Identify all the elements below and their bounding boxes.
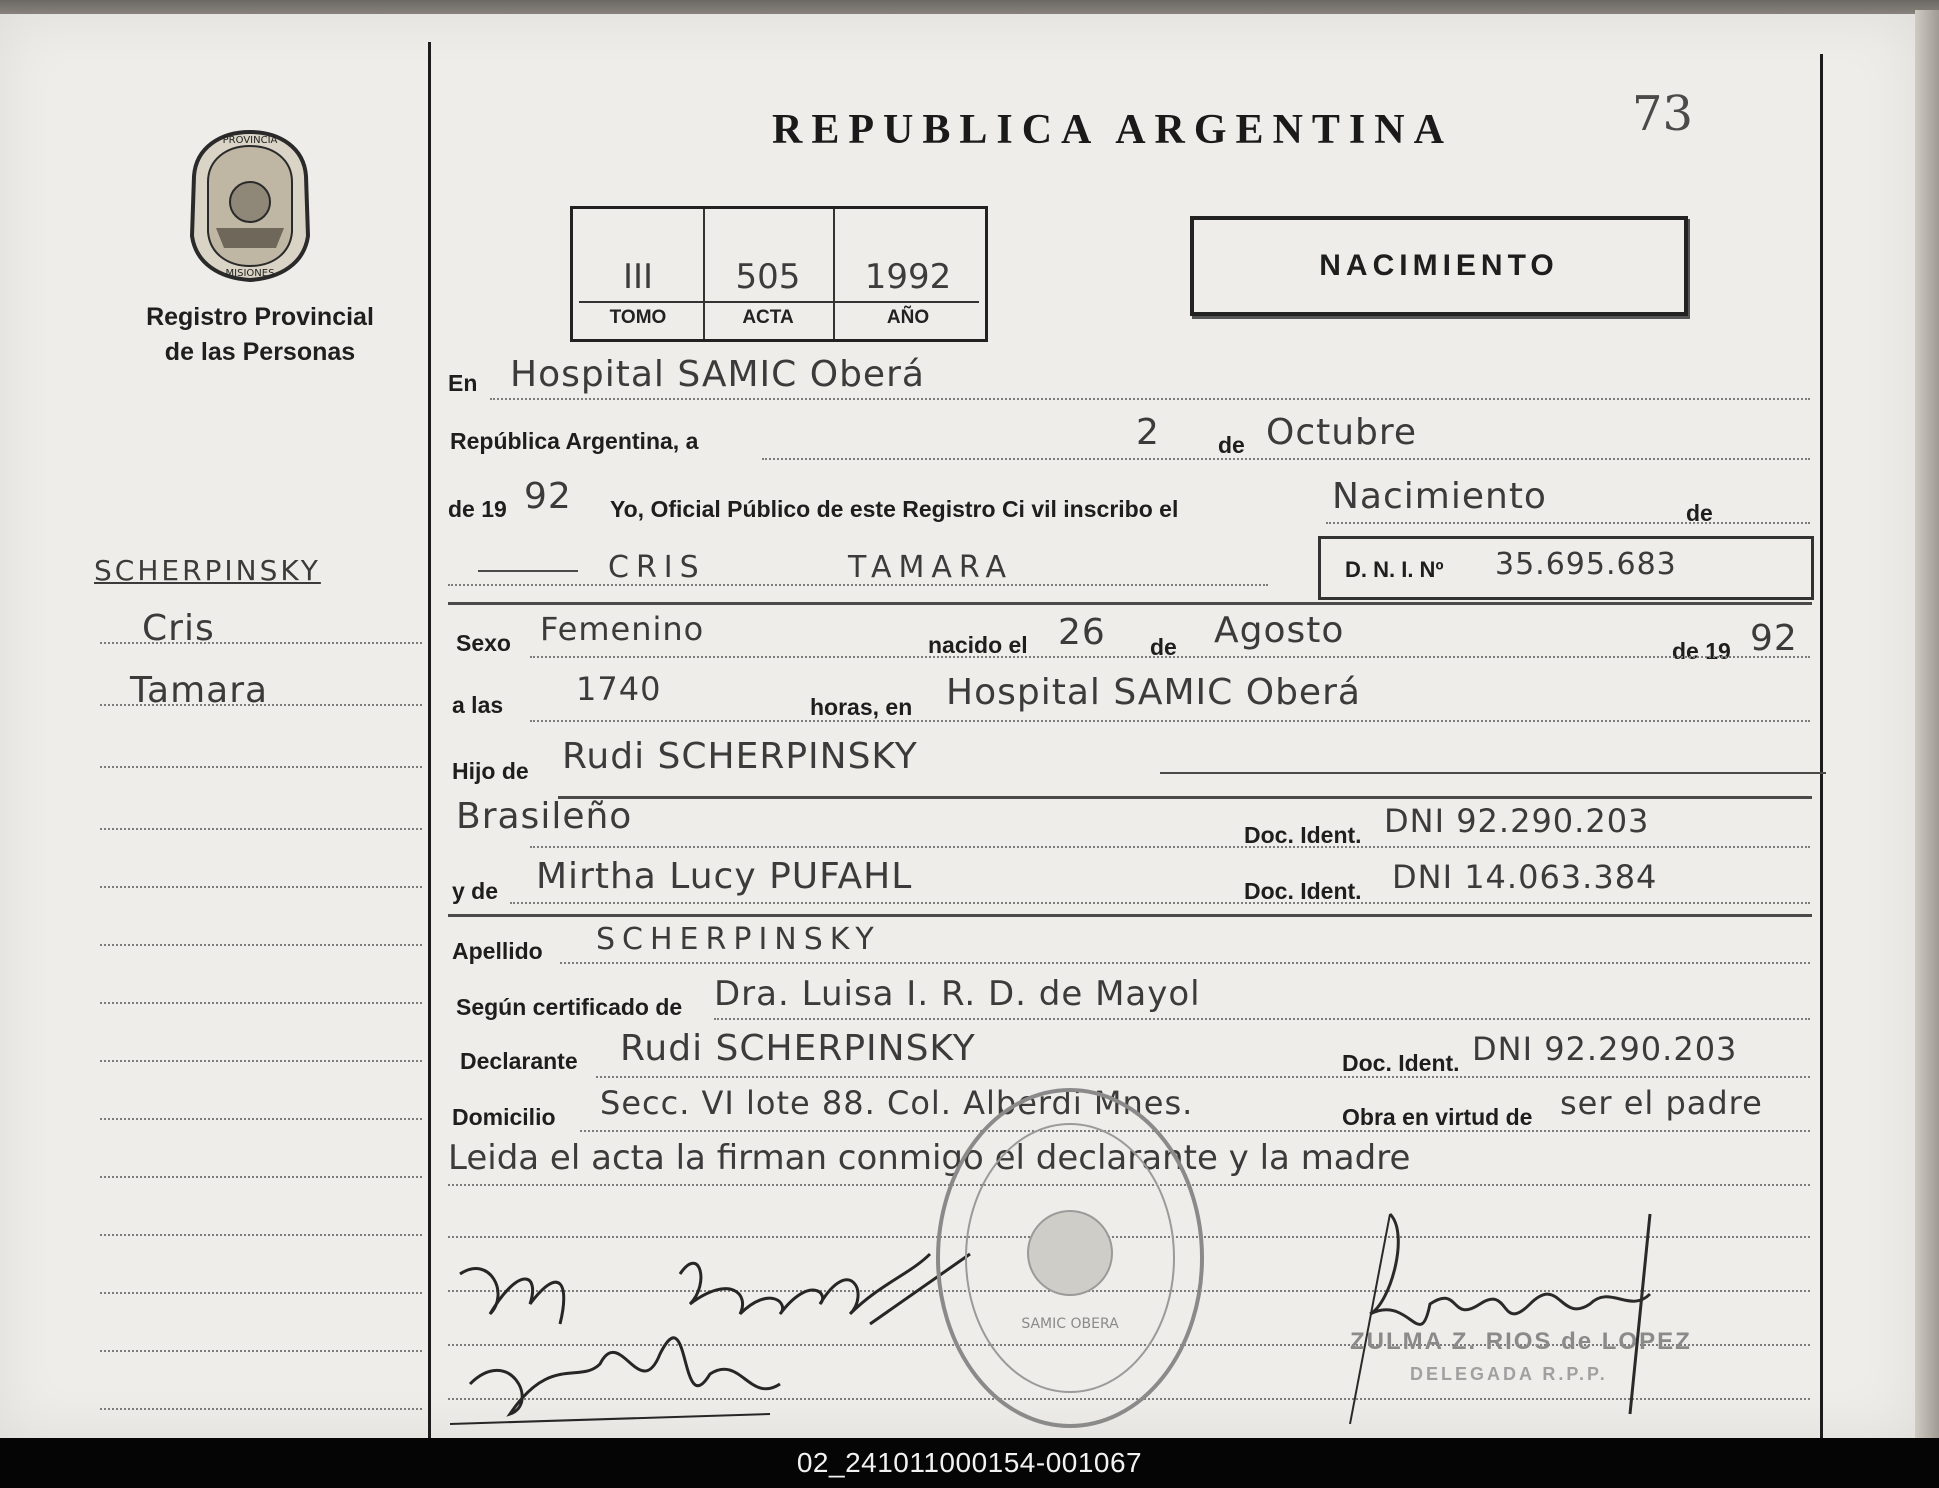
right-border-line (1820, 54, 1823, 1438)
domicilio-value: Secc. VI lote 88. Col. Alberdi Mnes. (600, 1084, 1194, 1122)
registry-name (110, 300, 410, 370)
margin-line (100, 1002, 422, 1004)
acta-cell (703, 209, 835, 339)
page-edge-shadow (1915, 10, 1939, 1440)
doc-ident-label-3: Doc. Ident. (1342, 1050, 1460, 1076)
certificate-page (0, 14, 1915, 1438)
alas-line (530, 720, 1810, 722)
padre-line (530, 846, 1810, 848)
obra-label: Obra en virtud de (1342, 1104, 1533, 1130)
de19-label: de 19 (448, 496, 507, 522)
margin-line (100, 704, 422, 706)
republica-label: República Argentina, a (450, 428, 699, 454)
record-number-box (570, 206, 988, 342)
margin-line (100, 886, 422, 888)
official-signature-icon (1330, 1194, 1750, 1434)
padre-rule (558, 796, 1812, 799)
margin-line (100, 1176, 422, 1178)
tomo-value: III (622, 257, 654, 297)
sexo-value: Femenino (540, 610, 705, 648)
sexo-label: Sexo (456, 630, 511, 656)
margin-line (100, 766, 422, 768)
hora-value: 1740 (576, 670, 662, 708)
inscribo-line (1326, 522, 1810, 524)
en-value: Hospital SAMIC Oberá (510, 354, 925, 395)
de19b-label: de 19 (1672, 638, 1731, 664)
padre-doc: DNI 92.290.203 (1384, 802, 1650, 840)
file-id-bar (0, 1438, 1939, 1488)
nac-day: 26 (1058, 612, 1106, 653)
apellido-value: SCHERPINSKY (596, 922, 881, 957)
tomo-label: TOMO (609, 307, 667, 328)
dni-value: 35.695.683 (1495, 547, 1677, 582)
madre-doc: DNI 14.063.384 (1392, 858, 1658, 896)
declarante-value: Rudi SCHERPINSKY (620, 1028, 976, 1069)
margin-name-2: Tamara (130, 670, 269, 711)
margin-surname: SCHERPINSKY (94, 554, 321, 587)
anio-value: 1992 (864, 257, 952, 297)
acta-value: 505 (735, 257, 801, 297)
yo-oficial-text: Yo, Oficial Público de este Registro Ci vil inscribo el (610, 496, 1179, 522)
hijo-line (1160, 772, 1826, 774)
margin-name-1: Cris (142, 608, 215, 649)
dni-label: D. N. I. Nº (1345, 557, 1444, 582)
lugar-value: Hospital SAMIC Oberá (946, 672, 1361, 713)
official-title-stamp: DELEGADA R.P.P. (1410, 1364, 1608, 1384)
hijo-label: Hijo de (452, 758, 529, 784)
acta-label: ACTA (742, 307, 794, 328)
padre-nationality: Brasileño (456, 796, 633, 837)
madre-value: Mirtha Lucy PUFAHL (536, 856, 913, 897)
apellido-label: Apellido (452, 938, 543, 964)
day-value: 2 (1136, 412, 1160, 453)
anio-cell (833, 209, 983, 339)
leida-text: Leida el acta la firman conmigo el declarante y la madre (448, 1138, 1411, 1178)
registry-line-1: Registro Provincial (146, 303, 374, 331)
alas-label: a las (452, 692, 504, 718)
left-column-divider (428, 42, 431, 1438)
fecha-line (762, 458, 1810, 460)
file-id: 02_241011000154-001067 (796, 1447, 1143, 1478)
apellido-line (560, 962, 1810, 964)
document-type: NACIMIENTO (1319, 249, 1559, 282)
nac-month: Agosto (1214, 610, 1345, 651)
sexo-line (530, 656, 1810, 658)
page-number: 73 (1632, 86, 1694, 142)
segun-value: Dra. Luisa I. R. D. de Mayol (714, 974, 1201, 1014)
margin-line (100, 642, 422, 644)
en-line (490, 398, 1810, 400)
seal-text-top: PROVINCIA (222, 135, 278, 146)
registry-line-2: de las Personas (164, 338, 356, 366)
document-type-box (1190, 216, 1688, 316)
nac-year: 92 (1750, 618, 1798, 659)
de-label-3: de (1150, 634, 1177, 660)
doc-ident-label-1: Doc. Ident. (1244, 822, 1362, 848)
obra-value: ser el padre (1560, 1084, 1763, 1122)
margin-line (100, 1292, 422, 1294)
nacido-label: nacido el (928, 632, 1028, 658)
domicilio-label: Domicilio (452, 1104, 556, 1130)
dni-box (1318, 536, 1814, 600)
declarante-label: Declarante (460, 1048, 578, 1074)
de-label-1: de (1218, 432, 1245, 458)
segun-label: Según certificado de (456, 994, 683, 1020)
margin-line (100, 828, 422, 830)
declarante-doc: DNI 92.290.203 (1472, 1030, 1738, 1068)
en-label: En (448, 370, 478, 396)
margin-line (100, 1234, 422, 1236)
stamp-inner-text: SAMIC OBERA (1021, 1316, 1119, 1332)
madre-rule (448, 914, 1812, 917)
provincial-seal-icon (180, 126, 320, 286)
madre-line (510, 902, 1810, 904)
margin-line (100, 1118, 422, 1120)
name-line (448, 584, 1268, 586)
year-value: 92 (524, 476, 572, 517)
padre-value: Rudi SCHERPINSKY (562, 736, 918, 777)
page-title: REPUBLICA ARGENTINA (772, 107, 1453, 153)
yde-label: y de (452, 878, 499, 904)
horas-label: horas, en (810, 694, 913, 720)
official-name-stamp: ZULMA Z. RIOS de LOPEZ (1350, 1328, 1692, 1355)
separator-rule (448, 602, 1812, 605)
margin-line (100, 1060, 422, 1062)
month-value: Octubre (1266, 412, 1418, 453)
tomo-cell (573, 209, 705, 339)
civil-registry-stamp-icon (920, 1078, 1220, 1438)
child-name-1: CRIS (608, 550, 706, 585)
segun-line (714, 1018, 1810, 1020)
de-label-2: de (1686, 500, 1713, 526)
margin-line (100, 1408, 422, 1410)
margin-line (100, 944, 422, 946)
anio-label: AÑO (886, 307, 930, 328)
child-name-2: TAMARA (848, 550, 1014, 585)
seal-text-bottom: MISIONES (225, 268, 275, 279)
doc-ident-label-2: Doc. Ident. (1244, 878, 1362, 904)
margin-line (100, 1350, 422, 1352)
declarante-signature-icon (450, 1234, 990, 1434)
name-lead-dash (478, 570, 578, 572)
inscribo-value: Nacimiento (1332, 476, 1547, 517)
